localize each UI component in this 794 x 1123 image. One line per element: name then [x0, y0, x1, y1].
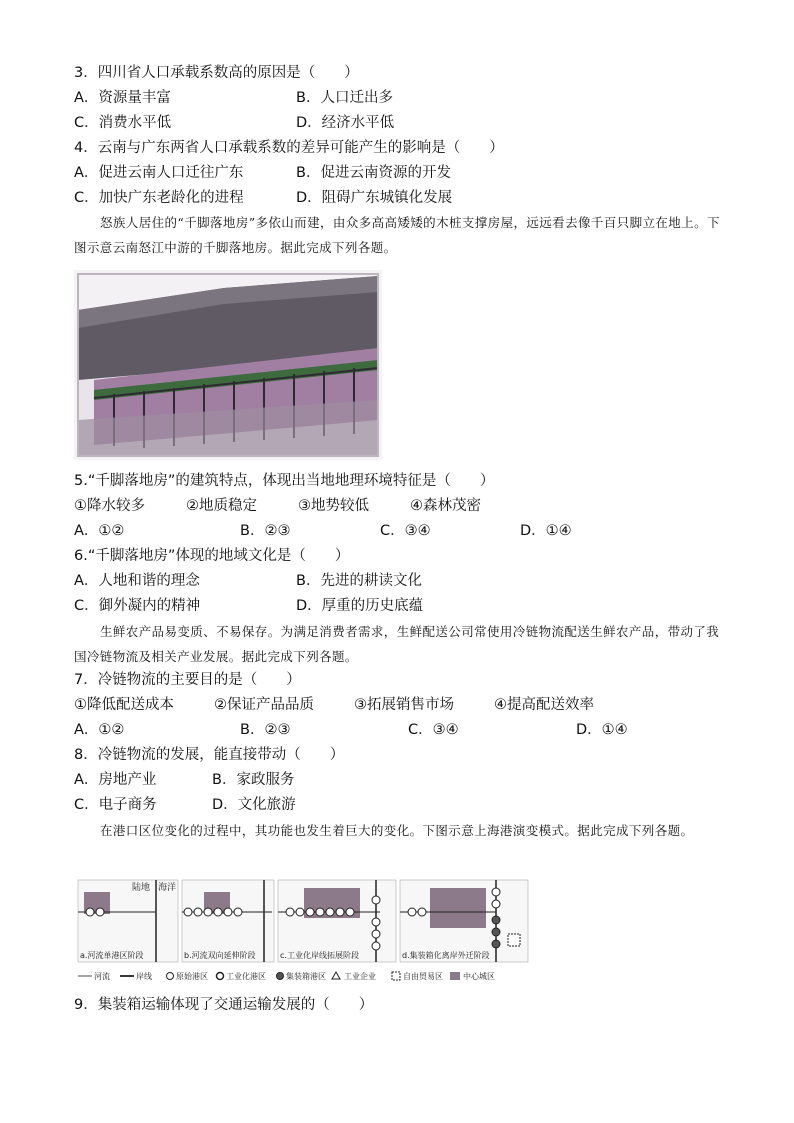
- question-6-stem: 6.“千脚落地房”体现的地域文化是（ ）: [74, 548, 350, 564]
- q4-option-a: A．促进云南人口迁往广东: [74, 165, 244, 181]
- q5-item-2: ②地质稳定: [186, 498, 257, 514]
- legend-industrial-enterprise: 工业企业: [344, 972, 376, 981]
- q4-option-b: B．促进云南资源的开发: [296, 165, 451, 181]
- q3-option-b: B．人口迁出多: [296, 90, 393, 106]
- legend-container-port: 集装箱港区: [286, 972, 326, 981]
- q6-option-b: B．先进的耕读文化: [296, 573, 422, 589]
- material-intro-stilt-house: 怒族人居住的“千脚落地房”多依山而建，由众多高高矮矮的木桩支撑房屋，远远看去像千百只脚立在地上。下图示意云南怒江中游的千脚落地房。据此完成下列各题。: [74, 215, 720, 255]
- question-9-stem: 9．集装箱运输体现了交通运输发展的（ ）: [74, 997, 374, 1013]
- legend-city-center: 中心城区: [463, 972, 495, 981]
- q5-option-a: A．①②: [74, 523, 125, 539]
- q7-item-2: ②保证产品品质: [214, 697, 314, 713]
- q8-option-d: D．文化旅游: [212, 797, 296, 813]
- question-7-stem: 7．冷链物流的主要目的是（ ）: [74, 672, 301, 688]
- q3-option-d: D．经济水平低: [296, 115, 395, 131]
- q7-option-d: D．①④: [576, 722, 628, 738]
- q5-option-b: B．②③: [240, 523, 291, 539]
- q6-option-d: D．厚重的历史底蕴: [296, 598, 424, 614]
- legend-original-port: 原始港区: [176, 972, 208, 981]
- question-5-stem: 5.“千脚落地房”的建筑特点，体现出当地地理环境特征是（ ）: [74, 473, 495, 489]
- caption-c: c.工业化岸线拓展阶段: [280, 951, 359, 960]
- question-3-stem: 3．四川省人口承载系数高的原因是（ ）: [74, 65, 359, 81]
- q3-option-a: A．资源量丰富: [74, 90, 171, 106]
- q6-option-c: C．御外凝内的精神: [74, 598, 201, 614]
- legend-river: 河流: [94, 972, 110, 981]
- stilt-house-photo: [74, 270, 382, 460]
- q6-option-a: A．人地和谐的理念: [74, 573, 200, 589]
- q7-option-a: A．①②: [74, 722, 125, 738]
- q5-option-c: C．③④: [380, 523, 431, 539]
- q5-item-1: ①降水较多: [74, 498, 145, 514]
- caption-b: b.河流双向延伸阶段: [184, 951, 256, 960]
- panel-b: [182, 880, 274, 962]
- caption-d: d.集装箱化离岸外迁阶段: [402, 951, 490, 960]
- legend-free-trade-zone: 自由贸易区: [403, 972, 443, 981]
- q5-item-3: ③地势较低: [298, 498, 369, 514]
- material-intro-port: 在港口区位变化的过程中，其功能也发生着巨大的变化。下图示意上海港演变模式。据此完成下列各题。: [100, 823, 694, 838]
- q8-option-a: A．房地产业: [74, 772, 157, 788]
- q4-option-d: D．阻碍广东城镇化发展: [296, 190, 453, 206]
- shanghai-port-evolution-diagram: [76, 878, 532, 986]
- q7-item-3: ③拓展销售市场: [354, 697, 454, 713]
- q7-item-1: ①降低配送成本: [74, 697, 174, 713]
- legend-industrial-port: 工业化港区: [226, 972, 266, 981]
- panel-d: [400, 880, 528, 962]
- label-sea: 海洋: [158, 883, 177, 893]
- legend-coast: 岸线: [136, 972, 152, 981]
- q5-option-d: D．①④: [520, 523, 572, 539]
- q8-option-b: B．家政服务: [212, 772, 295, 788]
- q3-option-c: C．消费水平低: [74, 115, 172, 131]
- diagram-legend: [78, 971, 495, 981]
- q7-option-c: C．③④: [408, 722, 459, 738]
- panel-a: [78, 880, 178, 962]
- q5-item-4: ④森林茂密: [410, 498, 481, 514]
- q8-option-c: C．电子商务: [74, 797, 157, 813]
- q7-option-b: B．②③: [240, 722, 291, 738]
- question-8-stem: 8．冷链物流的发展，能直接带动（ ）: [74, 747, 345, 763]
- q7-item-4: ④提高配送效率: [494, 697, 594, 713]
- label-land: 陆地: [132, 883, 151, 893]
- caption-a: a.河流单港区阶段: [80, 951, 144, 960]
- material-intro-cold-chain: 生鲜农产品易变质、不易保存。为满足消费者需求，生鲜配送公司常使用冷链物流配送生鲜农产品，带动了我国冷链物流及相关产业发展。据此完成下列各题。: [74, 624, 720, 664]
- q4-option-c: C．加快广东老龄化的进程: [74, 190, 244, 206]
- panel-c: [278, 880, 396, 962]
- question-4-stem: 4．云南与广东两省人口承载系数的差异可能产生的影响是（ ）: [74, 140, 504, 156]
